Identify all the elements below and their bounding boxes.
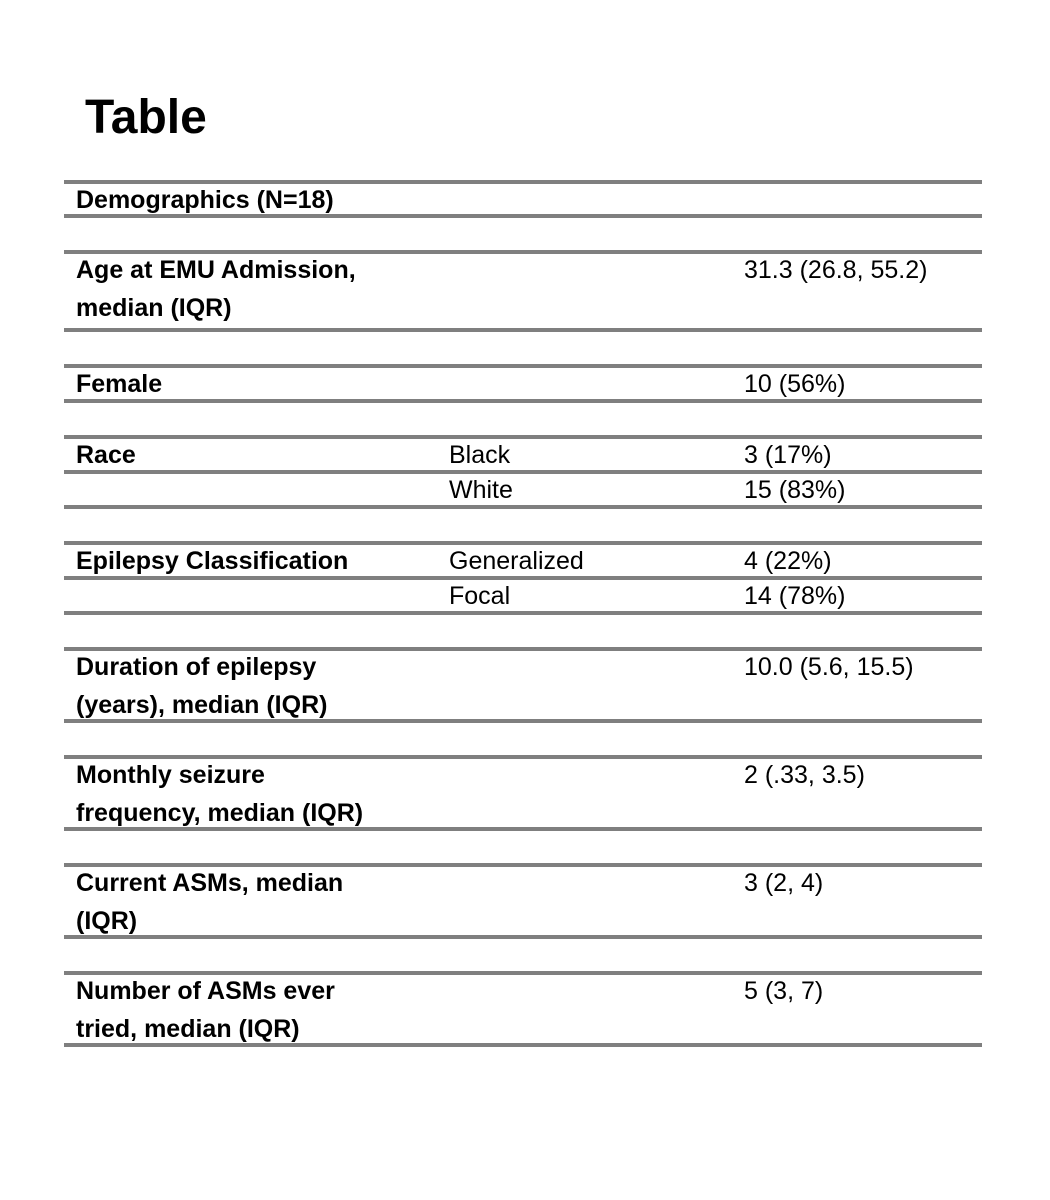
- row-label-duration: Duration of epilepsy: [76, 653, 317, 681]
- row-value-duration: 10.0 (5.6, 15.5): [744, 653, 914, 681]
- row-value-asms-tried: 5 (3, 7): [744, 977, 824, 1005]
- table-rule: [64, 435, 982, 439]
- table-rule: [64, 827, 982, 831]
- row-label-seizure-frequency-cont: frequency, median (IQR): [76, 799, 364, 827]
- row-value-female: 10 (56%): [744, 370, 846, 398]
- row-sublabel-black: Black: [449, 441, 511, 469]
- row-label-age: Age at EMU Admission,: [76, 256, 356, 284]
- row-sublabel-focal: Focal: [449, 582, 511, 610]
- row-label-epilepsy-classification: Epilepsy Classification: [76, 547, 349, 575]
- row-label-current-asms-cont: (IQR): [76, 907, 138, 935]
- row-value-focal: 14 (78%): [744, 582, 846, 610]
- table-rule: [64, 214, 982, 218]
- page-title: Table: [85, 91, 207, 144]
- row-sublabel-white: White: [449, 476, 513, 504]
- row-label-asms-tried: Number of ASMs ever: [76, 977, 335, 1005]
- table-rule: [64, 399, 982, 403]
- row-label-age-cont: median (IQR): [76, 294, 232, 322]
- row-label-race: Race: [76, 441, 136, 469]
- row-value-black: 3 (17%): [744, 441, 832, 469]
- row-sublabel-generalized: Generalized: [449, 547, 584, 575]
- table-rule: [64, 505, 982, 509]
- row-label-duration-cont: (years), median (IQR): [76, 691, 328, 719]
- table-rule: [64, 1043, 982, 1047]
- row-label-seizure-frequency: Monthly seizure: [76, 761, 265, 789]
- table-rule: [64, 719, 982, 723]
- row-value-current-asms: 3 (2, 4): [744, 869, 824, 897]
- row-value-generalized: 4 (22%): [744, 547, 832, 575]
- row-label-asms-tried-cont: tried, median (IQR): [76, 1015, 300, 1043]
- row-value-seizure-frequency: 2 (.33, 3.5): [744, 761, 865, 789]
- table-rule: [64, 611, 982, 615]
- row-value-age: 31.3 (26.8, 55.2): [744, 256, 928, 284]
- table-header: Demographics (N=18): [76, 186, 334, 214]
- row-value-white: 15 (83%): [744, 476, 846, 504]
- row-label-female: Female: [76, 370, 163, 398]
- table-rule: [64, 935, 982, 939]
- row-label-current-asms: Current ASMs, median: [76, 869, 344, 897]
- table-rule: [64, 328, 982, 332]
